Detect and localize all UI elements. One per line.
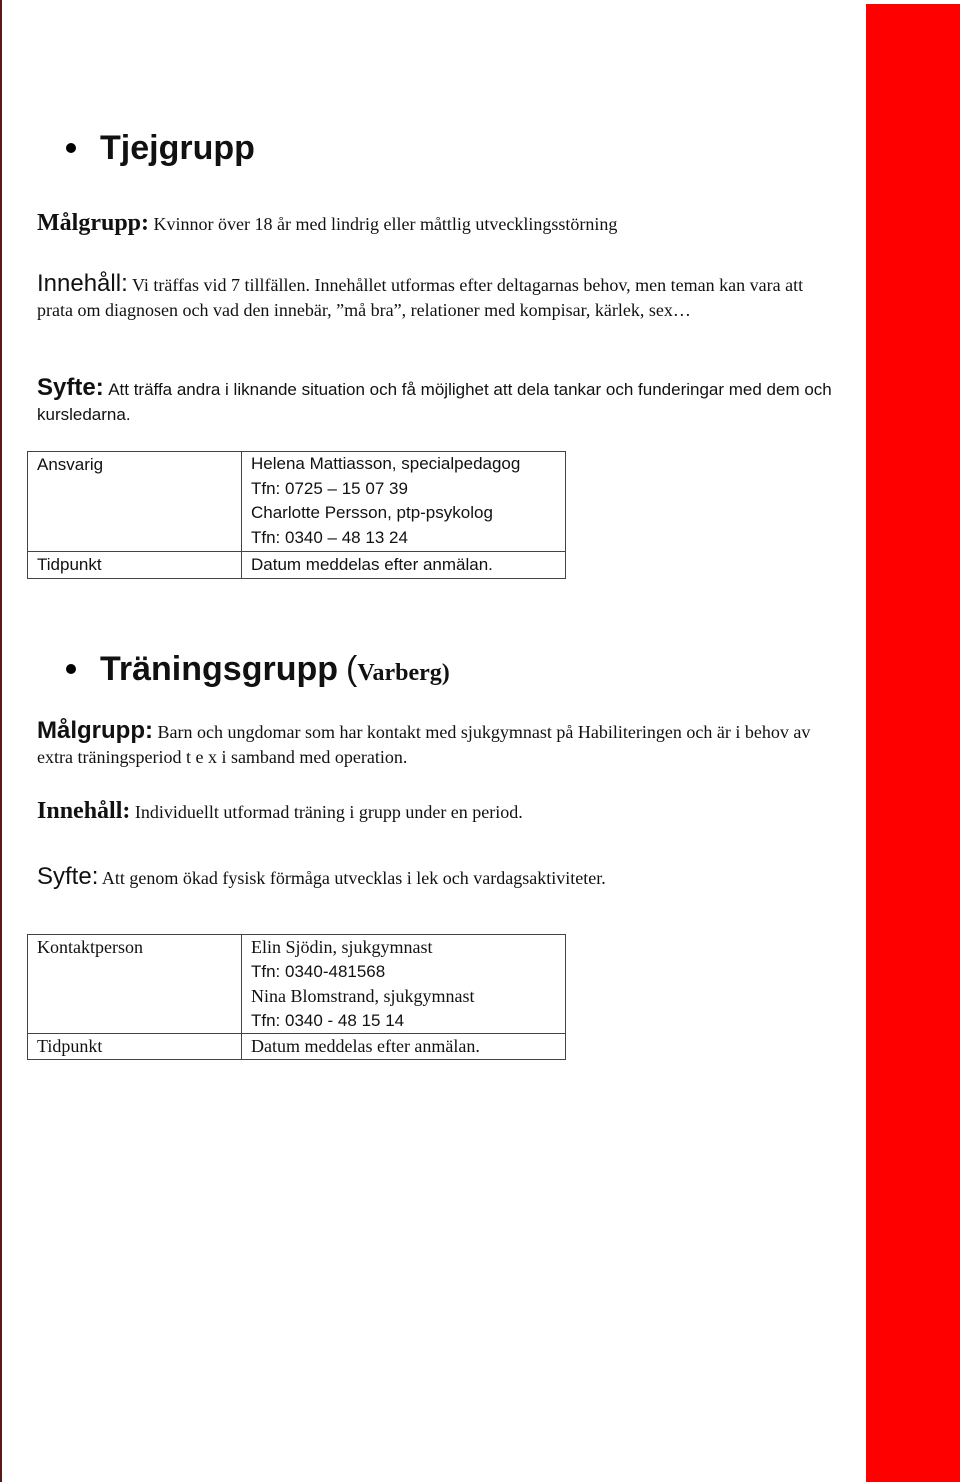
syfte-paragraph: [37, 864, 837, 891]
contact-line: Tfn: 0340 - 48 15 14: [251, 1010, 405, 1030]
malgrupp-text: Barn och ungdomar som har kontakt med sjukgymnast på Habiliteringen och är i behov av extra träningsperiod t e x i samband med operation.: [37, 722, 811, 767]
syfte-paragraph: [37, 375, 837, 427]
tidpunkt-label: Tidpunkt: [37, 1036, 103, 1056]
innehall-paragraph: [37, 799, 837, 825]
innehall-label: Innehåll:: [37, 798, 131, 824]
tidpunkt-value: Datum meddelas efter anmälan.: [251, 1036, 480, 1056]
table-row: [28, 552, 566, 579]
table-label-cell: [28, 1034, 242, 1060]
contact-line: Charlotte Persson, ptp-psykolog: [251, 503, 493, 522]
innehall-text: Vi träffas vid 7 tillfällen. Innehållet utformas efter deltagarnas behov, men teman kan vara att prata om diagnosen och vad den innebär, ”må bra”, relationer med kompisar, kärlek, sex…: [37, 275, 804, 320]
syfte-label: Syfte:: [37, 374, 104, 401]
bullet-icon: [66, 143, 76, 153]
page-left-border: [0, 0, 2, 1482]
table-value-cell: [242, 552, 566, 579]
section-heading-tjejgrupp: [66, 131, 255, 165]
red-side-band: [866, 4, 960, 1482]
innehall-label: Innehåll:: [37, 270, 128, 297]
table-row: [28, 452, 566, 552]
contact-line: Tfn: 0340-481568: [251, 961, 386, 981]
table-value-cell: [242, 1034, 566, 1060]
malgrupp-label: Målgrupp:: [37, 717, 153, 744]
contact-line: Helena Mattiasson, specialpedagog: [251, 454, 521, 473]
table-label-cell: [28, 552, 242, 579]
contact-table: [27, 451, 566, 579]
kontaktperson-label: Kontaktperson: [37, 937, 143, 957]
table-value-cell: [242, 452, 566, 552]
table-label-cell: [28, 452, 242, 552]
section-title: Träningsgrupp: [100, 650, 338, 688]
malgrupp-label: Målgrupp:: [37, 210, 150, 236]
malgrupp-paragraph: [37, 211, 837, 237]
contact-line: Elin Sjödin, sjukgymnast: [251, 937, 433, 957]
table-label-cell: [28, 935, 242, 1034]
tidpunkt-label: Tidpunkt: [37, 555, 102, 574]
malgrupp-text: Kvinnor över 18 år med lindrig eller måttlig utvecklingsstörning: [153, 214, 618, 234]
syfte-text: Att genom ökad fysisk förmåga utvecklas i lek och vardagsaktiviteter.: [101, 868, 606, 888]
section-title-paren: (: [346, 650, 358, 688]
contact-table: [27, 934, 566, 1060]
section-heading-traningsgrupp: [66, 652, 450, 686]
bullet-icon: [66, 664, 76, 674]
section-title: Tjejgrupp: [100, 129, 255, 167]
table-value-cell: [242, 935, 566, 1034]
section-subtitle: Varberg): [357, 660, 450, 686]
table-row: [28, 935, 566, 1034]
contact-line: Nina Blomstrand, sjukgymnast: [251, 986, 475, 1006]
syfte-label: Syfte:: [37, 863, 99, 890]
tidpunkt-value: Datum meddelas efter anmälan.: [251, 555, 493, 574]
malgrupp-paragraph: [37, 718, 837, 770]
syfte-text: Att träffa andra i liknande situation och få möjlighet att dela tankar och funderingar med dem och kursledarna.: [37, 380, 832, 424]
innehall-text: Individuellt utformad träning i grupp under en period.: [134, 802, 523, 822]
ansvarig-label: Ansvarig: [37, 455, 104, 474]
innehall-paragraph: [37, 271, 837, 323]
contact-line: Tfn: 0725 – 15 07 39: [251, 478, 408, 498]
contact-line: Tfn: 0340 – 48 13 24: [251, 527, 408, 547]
table-row: [28, 1034, 566, 1060]
